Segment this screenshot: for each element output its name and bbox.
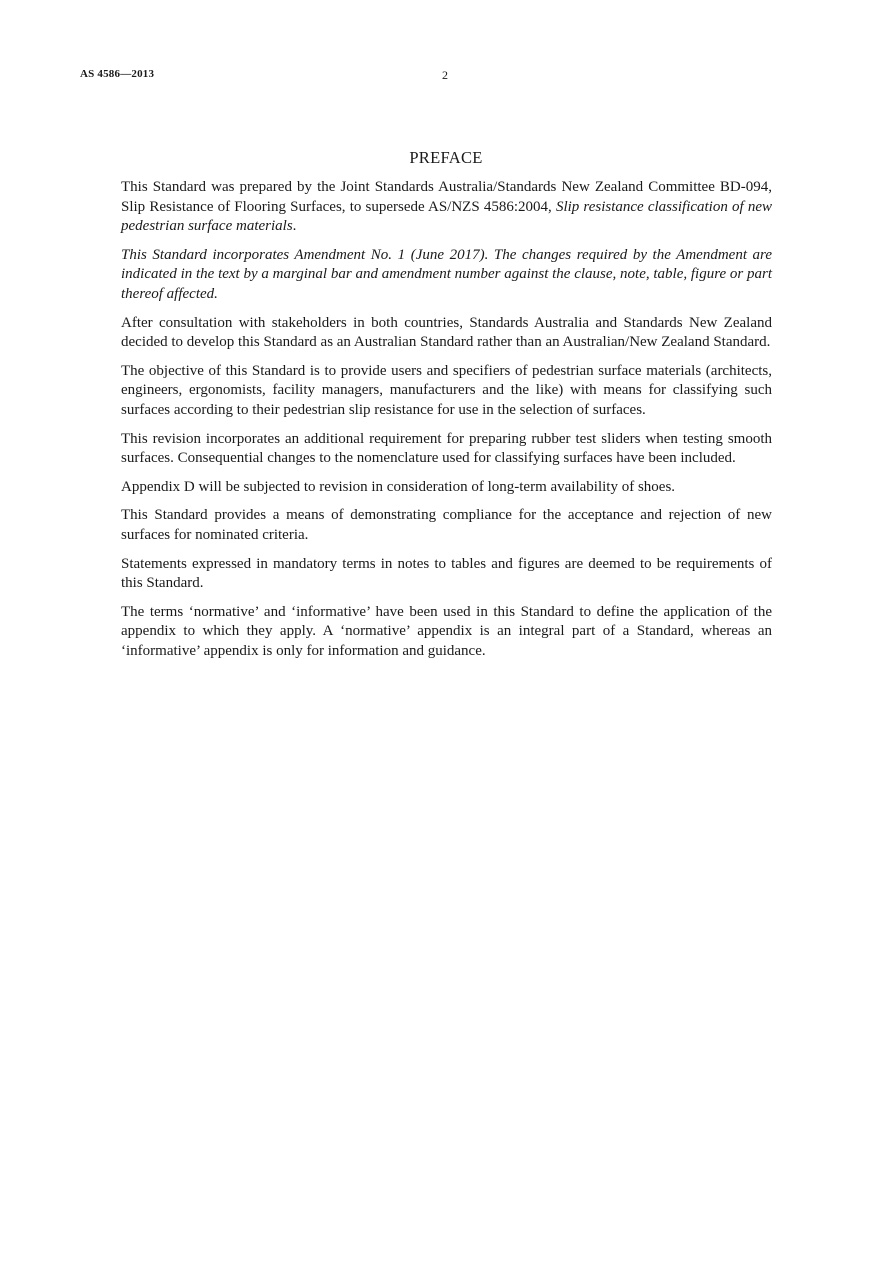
document-id: AS 4586—2013 (80, 68, 155, 80)
preface-paragraph: Statements expressed in mandatory terms in notes to tables and figures are deemed to be requirements of this Standard. (121, 555, 772, 592)
preface-paragraph: This Standard provides a means of demonstrating compliance for the acceptance and rejection of new surfaces for nominated criteria. (121, 507, 772, 543)
amendment-note-text: This Standard incorporates Amendment No. 1 (June 2017). The changes required by the Amendment are indicated in the text by a marginal bar and amendment number against the clause, note, table, figure or part thereof affected. (121, 246, 772, 302)
standard-title-italic: Slip resistance classification of new pedestrian surface materials (121, 198, 773, 235)
preface-paragraph: Appendix D will be subjected to revision in consideration of long-term availability of shoes. (121, 478, 676, 495)
page-title: PREFACE (409, 148, 483, 167)
page-number: 2 (442, 68, 448, 82)
preface-paragraph: The objective of this Standard is to provide users and specifiers of pedestrian surface materials (architects, engineers, ergonomists, facility managers, manufacturers and the like) with means for classifying such surfaces according to their pedestrian slip resistance for use in the selection of surfaces. (121, 362, 772, 418)
amendment-note (121, 246, 772, 305)
preface-paragraph: The terms ‘normative’ and ‘informative’ have been used in this Standard to define the application of the appendix to which they apply. A ‘normative’ appendix is an integral part of a Standard, whereas an ‘informative’ appendix is only for information and guidance. (121, 603, 772, 659)
paragraph-end: . (292, 218, 297, 235)
paragraph-text: This Standard was prepared by the Joint Standards Australia/Standards New Zealand Committee BD-094, Slip Resistance of Flooring Surfaces, to supersede AS/NZS 4586:2004, (121, 179, 772, 215)
preface-paragraph: After consultation with stakeholders in both countries, Standards Australia and Standards New Zealand decided to develop this Standard as an Australian Standard rather than an Australian/New Zealand Standard. (121, 314, 772, 351)
preface-paragraph (121, 178, 772, 237)
preface-body (121, 178, 772, 670)
preface-paragraph: This revision incorporates an additional requirement for preparing rubber test sliders when testing smooth surfaces. Consequential changes to the nomenclature used for classifying surfaces have been included. (121, 430, 772, 467)
